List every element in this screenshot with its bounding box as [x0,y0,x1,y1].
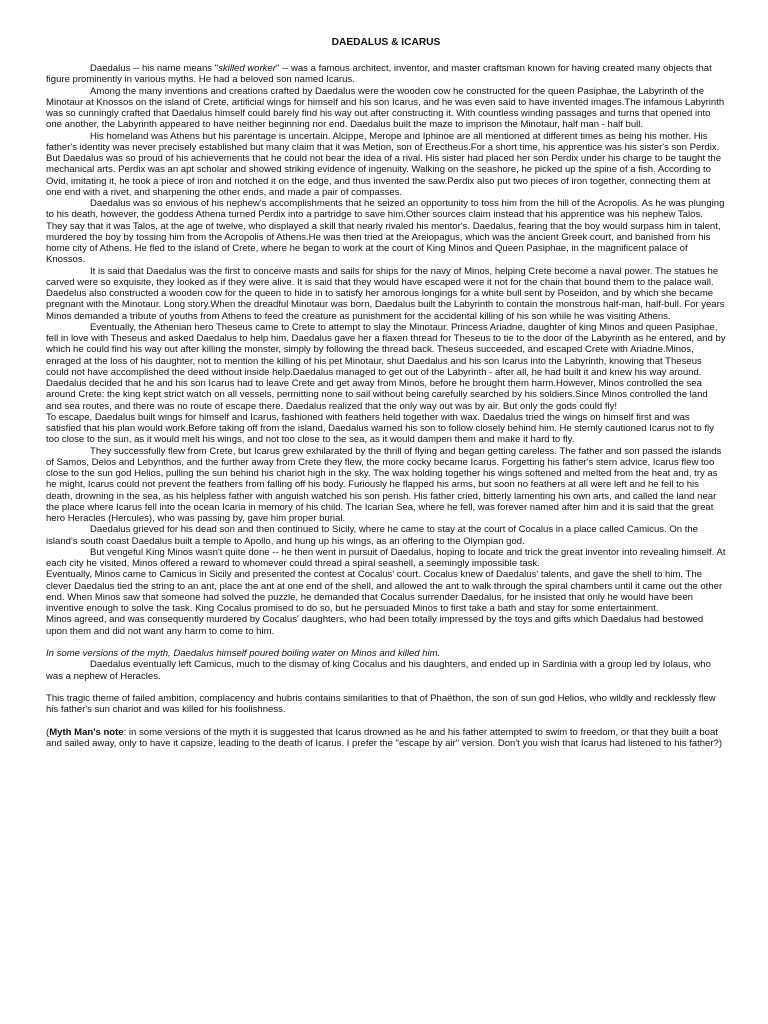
paragraph-homeland: His homeland was Athens but his parentage is uncertain. Alcippe, Merope and Iphinoe are all mentioned at different times as being his mother. His father's identity was never precisely established but many claim that it was Metion, son of Erectheus.For a short time, his apprentice was his sister's son Perdix. But Daedalus was so proud of his achievements that he could not bear the idea of a rival. His sister had placed her son Perdix under his charge to be taught the mechanical arts. Perdix was an apt scholar and showed striking evidence of ingenuity. Walking on the seashore, he picked up the spine of a fish. According to Ovid, imitating it, he took a piece of iron and notched it on the edge, and thus invented the saw.Perdix also put two pieces of iron together, connecting them at one end with a rivet, and sharpening the other ends, and made a pair of compasses. [46,130,722,198]
paragraph-envy: Daedalus was so envious of his nephew's accomplishments that he seized an opportunity to toss him from the hill of the Acropolis. As he was plunging to his death, however, the goddess Athena turned Perdix into a partridge to save him.Other sources claim instead that his apprentice was his nephew Talos. They say that it was Talos, at the age of twelve, who displayed a skill that nearly rivaled his mentor's. Daedalus, fearing that the boy would surpass him in talent, murdered the boy by tossing him from the Acropolis of Athens.He was then tried at the Areiopagus, which was the ancient Greek court, and banished from his home city of Athens. He fled to the island of Crete, where he began to work at the court of King Minos and Queen Pasiphae, in the magnificent palace of Knossos. [46,198,725,266]
text-run: ( [46,726,50,738]
paragraph-flight: They successfully flew from Crete, but Icarus grew exhilarated by the thrill of flying and began getting careless. The father and son passed the islands of Samos, Delos and Lebynthos, and the further away from Crete they flew, the more cocky became Icarus. Forgetting his father's stern advice, Icarus flew too close to the sun god Helios, pulling the sun behind his chariot high in the sky. The wax holding together his wings softened and melted from the heat and, try as he might, Icarus could not prevent the feathers from falling off his body. Furiously he flapped his arms, but soon no feathers at all were left and he fell to his death, drowning in the sea, as his helpless father with anguish watched his son perish. His father cried, bitterly lamenting his own arts, and called the land near the place where Icarus fell into the ocean Icaria in memory of his child. The Icarian Sea, where he fell, was forever named after him and it is said that the great hero Heracles (Hercules), who was passing by, gave him proper burial. [46,445,722,524]
paragraph-theseus: Eventually, the Athenian hero Theseus came to Crete to attempt to slay the Minotaur. Princess Ariadne, daughter of king Minos and queen Pasiphae, fell in love with Theseus and asked Daedalus to help him. Daedalus gave her a flaxen thread for Theseus to tie to the door of the Labyrinth as he entered, and by which he could find his way out after killing the monster, simply by following the thread back. Theseus succeeded, and escaped Crete with Ariadne.Minos, enraged at the loss of his daughter, not to mention the killing of his pet Minotaur, shut Daedalus and his son Icarus into the Labyrinth, knowing that Theseus could not have accomplished the deed without inside help.Daedalus managed to get out of the Labyrinth - after all, he had built it and knew his way around. Daedalus decided that he and his son Icarus had to leave Crete and get away from Minos, before he brought them harm.However, Minos controlled the sea around Crete: the king kept strict watch on all vessels, permitting none to sail without being carefully searched by his soldiers.Since Minos controlled the land and sea routes, and there was no route of escape there. Daedalus realized that the only way out was by air. But only the gods could fly! [46,321,726,412]
paragraph-minos-murder: Minos agreed, and was consequently murdered by Cocalus' daughters, who had been totally impressed by the toys and gifts which Daedalus had bestowed upon them and did not want any harm to come to him. [46,614,704,637]
paragraph-alt-version: In some versions of the myth, Daedalus himself poured boiling water on Minos and killed him. [46,648,441,659]
paragraph-inventions: Among the many inventions and creations crafted by Daedalus were the wooden cow he constructed for the queen Pasiphae, the Labyrinth of the Minotaur at Knossos on the island of Crete, artificial wings for himself and his son Icarus, and he was even said to have invented images.The infamous Labyrinth was so cunningly crafted that Daedalus himself could barely find his way out after constructing it. With countless winding passages and turns that opened into one another, the Labyrinth appeared to have neither beginning nor end. Daedalus built the maze to imprison the Minotaur, half man - half bull. [46,85,725,131]
text-run: " -- was a famous architect, inventor, and master craftsman known for having created many objects that figure prominently in various myths. He had a beloved son named Icarus. [46,63,712,86]
text-run: : in some versions of the myth it is suggested that Icarus drowned as he and his father attempted to swim to freedom, or that they built a boat and sailed away, only to have it capsize, leading to the death of Icarus. I prefer the "escape by air" version. Don't you wish that Icarus had listened to his father?) [46,726,723,749]
paragraph-phaethon: This tragic theme of failed ambition, complacency and hubris contains similarities to that of Phaëthon, the son of sun god Helios, who wildly and recklessly flew his father's sun chariot and was killed for his foolishness. [46,693,716,716]
paragraph-sicily: Daedalus grieved for his dead son and then continued to Sicily, where he came to stay at the court of Cocalus in a place called Camicus. On the island's south coast Daedalus built a temple to Apollo, and hung up his wings, as an offering to the Olympian god. [46,524,698,547]
myth-man-note [46,727,726,750]
paragraph-crete-works: It is said that Daedalus was the first to conceive masts and sails for ships for the navy of Minos, helping Crete become a naval power. The statues he carved were so exquisite, they looked as if they were alive. It is said that they would have escaped were it not for the chain that bound them to the palace wall. Daedelus also constructed a wooden cow for the queen to hide in to satisfy her amorous longings for a white bull sent by Poseidon, and by which she became pregnant with the Minotaur. Long story.When the dreadful Minotaur was born, Daedalus built the Labyrinth to contain the monstrous half-man, half-bull. For years Minos demanded a tribute of youths from Athens to feed the creature as punishment for the accidental killing of his son while he was visiting Athens. [46,265,725,322]
paragraph-seashell: Eventually, Minos came to Camicus in Sicily and presented the contest at Cocalus' court. Cocalus knew of Daedalus' talents, and gave the shell to him. The clever Daedalus tied the string to an ant, place the ant at one end of the shell, and allowed the ant to walk through the spiral chambers until it came out the other end. When Minos saw that someone had solved the puzzle, he demanded that Cocalus surrender Daedalus, for he insisted that only he would have been inventive enough to solve the task. King Cocalus promised to do so, but he persuaded Minos to first take a bath and stay for some entertainment. [46,569,723,614]
paragraph-sardinia: Daedalus eventually left Camicus, much to the dismay of king Cocalus and his daughters, and ended up in Sardinia with a group led by Iolaus, who was a nephew of Heracles. [46,659,711,682]
note-label: Myth Man's note [49,726,124,738]
paragraph-name-meaning [46,63,726,86]
emphasis-text: skilled worker [218,63,276,74]
paragraph-minos-pursuit: But vengeful King Minos wasn't quite done -- he then went in pursuit of Daedalus, hoping to locate and trick the great inventor into revealing himself. At each city he visited, Minos offered a reward to whomever could thread a spiral seashell, a seemingly impossible task. [46,546,726,569]
document-title: DAEDALUS & ICARUS [331,37,441,48]
text-run: Daedalus -- his name means " [90,63,219,74]
paragraph-wings: To escape, Daedalus built wings for himself and Icarus, fashioned with feathers held together with wax. Daedalus tried the wings on himself first and was satisfied that his plan would work.Before taking off from the island, Daedalus warned his son to follow closely behind him. He sternly cautioned Icarus not to fly too close to the sun, as it would melt his wings, and not too close to the sea, as it would dampen them and make it hard to fly. [46,411,714,446]
